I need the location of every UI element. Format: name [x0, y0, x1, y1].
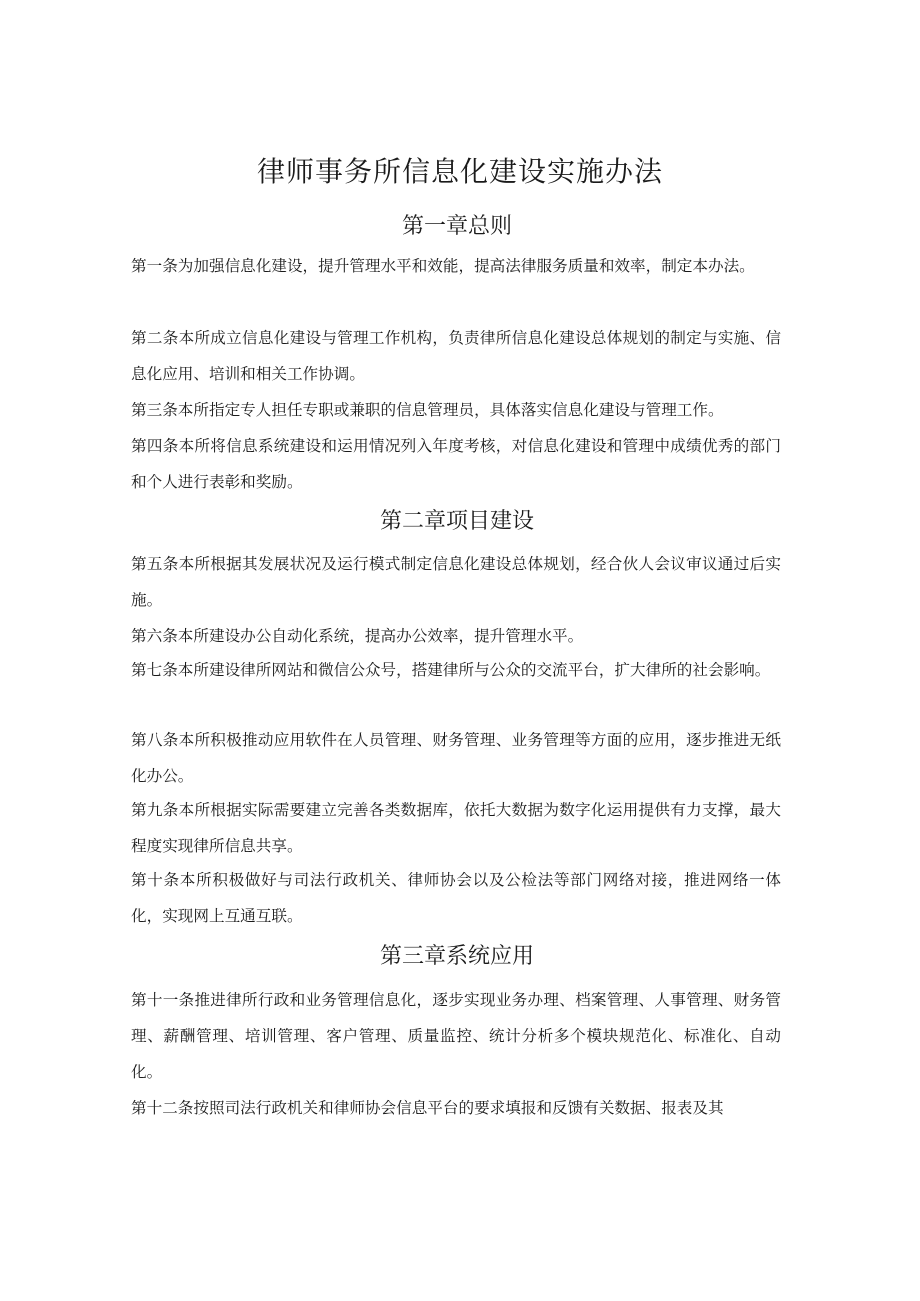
document-title: 律师事务所信息化建设实施办法 [256, 155, 663, 188]
chapter-3-title: 第三章系统应用 [379, 944, 534, 969]
article-4: 第四条本所将信息系统建设和运用情况列入年度考核，对信息化建设和管理中成绩优秀的部门和个人进行表彰和奖励。 [131, 437, 781, 491]
article-9: 第九条本所根据实际需要建立完善各类数据库，依托大数据为数字化运用提供有力支撑，最大程度实现律所信息共享。 [131, 801, 781, 855]
article-6: 第六条本所建设办公自动化系统，提高办公效率，提升管理水平。 [131, 627, 584, 645]
article-8: 第八条本所积极推动应用软件在人员管理、财务管理、业务管理等方面的应用，逐步推进无纸化办公。 [131, 731, 781, 785]
chapter-2-title: 第二章项目建设 [379, 509, 534, 534]
article-2: 第二条本所成立信息化建设与管理工作机构，负责律所信息化建设总体规划的制定与实施、信息化应用、培训和相关工作协调。 [131, 329, 781, 383]
article-11: 第十一条推进律所行政和业务管理信息化，逐步实现业务办理、档案管理、人事管理、财务管理、薪酬管理、培训管理、客户管理、质量监控、统计分析多个模块规范化、标准化、自动化。 [131, 991, 781, 1081]
article-5: 第五条本所根据其发展状况及运行模式制定信息化建设总体规划，经合伙人会议审议通过后实施。 [131, 555, 781, 609]
article-3: 第三条本所指定专人担任专职或兼职的信息管理员，具体落实信息化建设与管理工作。 [131, 401, 724, 419]
article-12: 第十二条按照司法行政机关和律师协会信息平台的要求填报和反馈有关数据、报表及其 [131, 1099, 724, 1117]
article-1: 第一条为加强信息化建设，提升管理水平和效能，提高法律服务质量和效率，制定本办法。 [131, 257, 755, 275]
article-7: 第七条本所建设律所网站和微信公众号，搭建律所与公众的交流平台，扩大律所的社会影响。 [131, 661, 771, 679]
article-10: 第十条本所积极做好与司法行政机关、律师协会以及公检法等部门网络对接，推进网络一体化，实现网上互通互联。 [131, 871, 781, 925]
chapter-1-title: 第一章总则 [401, 214, 512, 239]
